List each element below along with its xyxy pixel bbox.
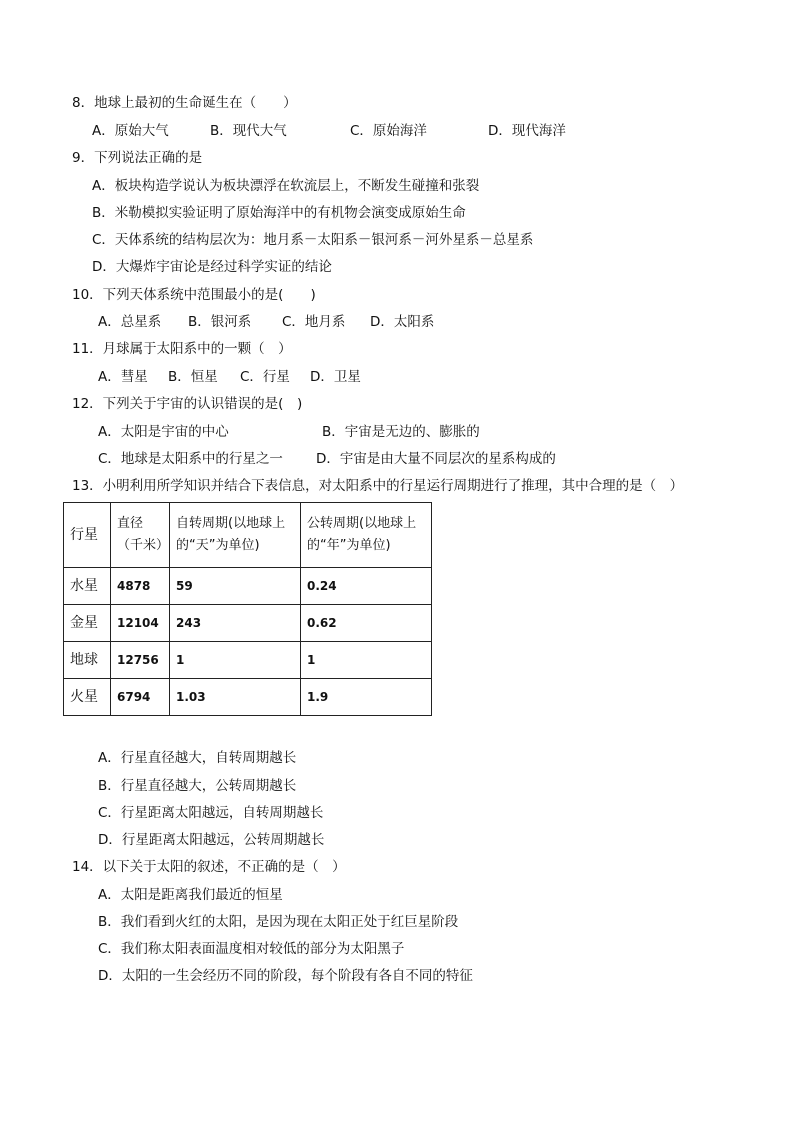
question-12-stem: 12．下列关于宇宙的认识错误的是( ) — [72, 396, 303, 412]
question-9-stem: 9．下列说法正确的是 — [72, 150, 203, 166]
question-10-stem: 10．下列天体系统中范围最小的是( ) — [72, 287, 316, 303]
question-11-option-d[interactable]: D．卫星 — [310, 369, 361, 385]
question-10-option-a[interactable]: A．总星系 — [98, 314, 162, 330]
cell-revolution: 1.9 — [301, 679, 432, 716]
cell-revolution: 1 — [301, 642, 432, 679]
question-13-option-b[interactable]: B．行星直径越大，公转周期越长 — [98, 778, 297, 794]
question-13-stem: 13．小明利用所学知识并结合下表信息，对太阳系中的行星运行周期进行了推理，其中合理的是（ ） — [72, 478, 684, 494]
question-8-option-d[interactable]: D．现代海洋 — [488, 123, 566, 139]
question-13-option-a[interactable]: A．行星直径越大，自转周期越长 — [98, 750, 297, 766]
cell-planet-name: 地球 — [64, 642, 111, 679]
table-row — [64, 679, 432, 716]
table-row — [64, 605, 432, 642]
planet-data-table — [63, 502, 432, 716]
cell-planet-name: 金星 — [64, 605, 111, 642]
question-11-option-b[interactable]: B．恒星 — [168, 369, 218, 385]
question-9-option-a[interactable]: A．板块构造学说认为板块漂浮在软流层上，不断发生碰撞和张裂 — [92, 178, 480, 194]
cell-rotation: 1 — [170, 642, 301, 679]
cell-diameter: 12756 — [111, 642, 170, 679]
question-8-option-a[interactable]: A．原始大气 — [92, 123, 169, 139]
question-8-stem: 8．地球上最初的生命诞生在（ ） — [72, 95, 297, 111]
cell-diameter: 12104 — [111, 605, 170, 642]
question-11-option-c[interactable]: C．行星 — [240, 369, 290, 385]
question-12-option-b[interactable]: B．宇宙是无边的、膨胀的 — [322, 424, 480, 440]
header-planet: 行星 — [64, 503, 111, 568]
table-row — [64, 642, 432, 679]
table-row — [64, 568, 432, 605]
question-10-option-d[interactable]: D．太阳系 — [370, 314, 435, 330]
question-14-stem: 14．以下关于太阳的叙述，不正确的是（ ） — [72, 859, 346, 875]
question-8-option-c[interactable]: C．原始海洋 — [350, 123, 427, 139]
cell-planet-name: 水星 — [64, 568, 111, 605]
cell-rotation: 59 — [170, 568, 301, 605]
cell-revolution: 0.24 — [301, 568, 432, 605]
table-header-row — [64, 503, 432, 568]
question-14-option-a[interactable]: A．太阳是距离我们最近的恒星 — [98, 887, 283, 903]
header-diameter: 直径（千米） — [111, 503, 170, 568]
question-11-option-a[interactable]: A．彗星 — [98, 369, 148, 385]
question-14-option-c[interactable]: C．我们称太阳表面温度相对较低的部分为太阳黑子 — [98, 941, 405, 957]
question-9-option-c[interactable]: C．天体系统的结构层次为：地月系－太阳系－银河系－河外星系－总星系 — [92, 232, 534, 248]
header-revolution-period: 公转周期(以地球上的“年”为单位) — [301, 503, 432, 568]
question-9-option-b[interactable]: B．米勒模拟实验证明了原始海洋中的有机物会演变成原始生命 — [92, 205, 466, 221]
cell-revolution: 0.62 — [301, 605, 432, 642]
question-13-option-c[interactable]: C．行星距离太阳越远，自转周期越长 — [98, 805, 324, 821]
question-12-option-a[interactable]: A．太阳是宇宙的中心 — [98, 424, 229, 440]
cell-diameter: 6794 — [111, 679, 170, 716]
cell-rotation: 243 — [170, 605, 301, 642]
question-12-option-d[interactable]: D．宇宙是由大量不同层次的星系构成的 — [316, 451, 556, 467]
question-13-option-d[interactable]: D．行星距离太阳越远，公转周期越长 — [98, 832, 325, 848]
question-12-option-c[interactable]: C．地球是太阳系中的行星之一 — [98, 451, 283, 467]
cell-rotation: 1.03 — [170, 679, 301, 716]
cell-planet-name: 火星 — [64, 679, 111, 716]
question-8-option-b[interactable]: B．现代大气 — [210, 123, 287, 139]
cell-diameter: 4878 — [111, 568, 170, 605]
question-14-option-b[interactable]: B．我们看到火红的太阳，是因为现在太阳正处于红巨星阶段 — [98, 914, 459, 930]
question-11-stem: 11．月球属于太阳系中的一颗（ ） — [72, 341, 292, 357]
question-10-option-c[interactable]: C．地月系 — [282, 314, 346, 330]
question-9-option-d[interactable]: D．大爆炸宇宙论是经过科学实证的结论 — [92, 259, 332, 275]
question-10-option-b[interactable]: B．银河系 — [188, 314, 252, 330]
question-14-option-d[interactable]: D．太阳的一生会经历不同的阶段，每个阶段有各自不同的特征 — [98, 968, 473, 984]
header-rotation-period: 自转周期(以地球上的“天”为单位) — [170, 503, 301, 568]
